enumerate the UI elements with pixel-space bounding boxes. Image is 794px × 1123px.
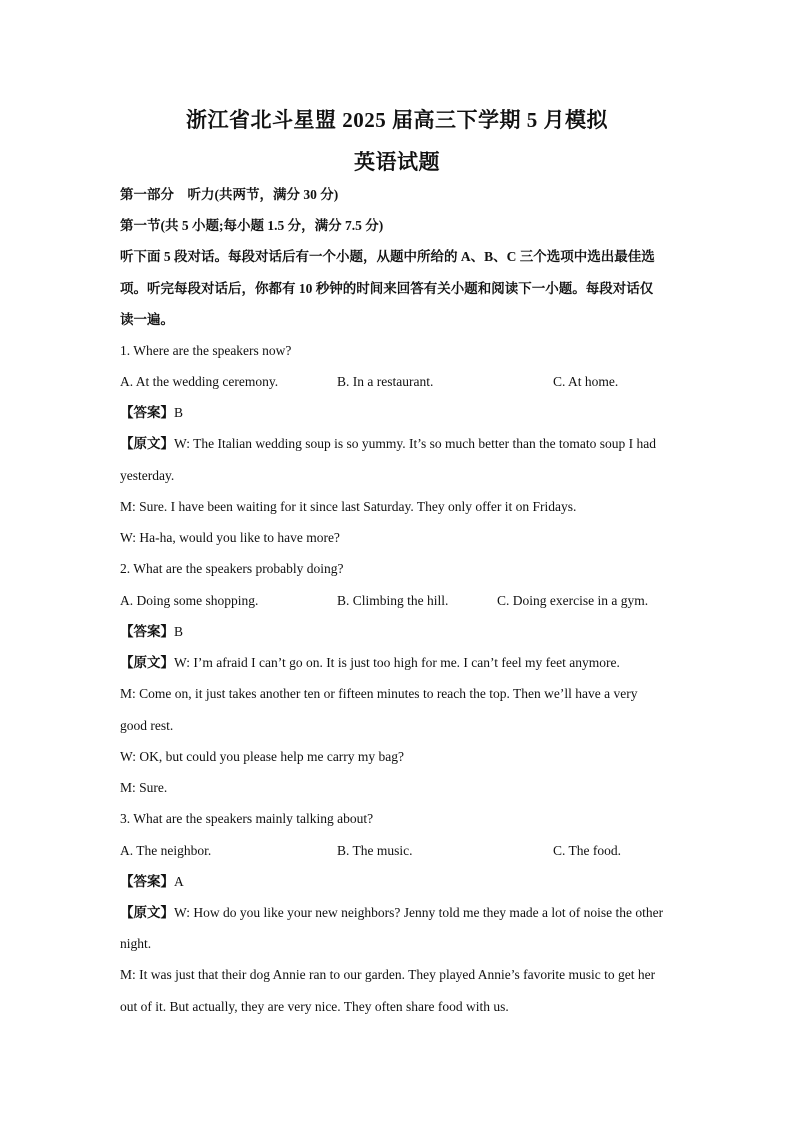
question-1-option-c: C. At home. [553, 374, 619, 389]
question-2-option-c: C. Doing exercise in a gym. [497, 593, 649, 608]
question-1-transcript-line: W: Ha-ha, would you like to have more? [120, 530, 340, 545]
question-2-transcript-line [120, 654, 675, 672]
question-1-transcript-line: yesterday. [120, 468, 175, 483]
answer-value: B [174, 405, 184, 420]
transcript-label: 【原文】 [120, 655, 174, 670]
question-3-transcript-line: M: It was just that their dog Annie ran to our garden. They played Annie’s favorite music to get her [120, 967, 656, 982]
instruction-line-3: 读一遍。 [120, 312, 174, 327]
question-2-transcript-line: M: Sure. [120, 780, 168, 795]
question-1-option-a: A. At the wedding ceremony. [120, 374, 279, 389]
transcript-label: 【原文】 [120, 436, 174, 451]
instruction-line-2: 项。听完每段对话后，你都有 10 秒钟的时间来回答有关小题和阅读下一小题。每段对话仅 [120, 281, 654, 296]
question-1-option-b: B. In a restaurant. [337, 374, 434, 389]
answer-label: 【答案】 [120, 624, 174, 639]
answer-value: B [174, 624, 184, 639]
question-2-answer [120, 623, 675, 641]
question-2-option-a: A. Doing some shopping. [120, 593, 259, 608]
question-3-transcript-line: out of it. But actually, they are very nice. They often share food with us. [120, 999, 509, 1014]
question-1: 1. Where are the speakers now? [120, 343, 292, 358]
question-2-option-b: B. Climbing the hill. [337, 593, 449, 608]
question-3-transcript-line [120, 904, 675, 922]
answer-value: A [174, 874, 184, 889]
question-1-answer [120, 404, 675, 422]
question-2-transcript-line: M: Come on, it just takes another ten or fifteen minutes to reach the top. Then we’ll have a very [120, 686, 638, 701]
question-3-option-c: C. The food. [553, 843, 621, 858]
document-subtitle: 英语试题 [354, 150, 440, 174]
instruction-line-1: 听下面 5 段对话。每段对话后有一个小题，从题中所给的 A、B、C 三个选项中选出最佳选 [120, 249, 655, 264]
question-2-transcript-line: good rest. [120, 718, 174, 733]
question-1-transcript-line: M: Sure. I have been waiting for it since last Saturday. They only offer it on Fridays. [120, 499, 577, 514]
transcript-text: W: I’m afraid I can’t go on. It is just too high for me. I can’t feel my feet anymore. [174, 655, 620, 670]
question-3-answer [120, 873, 675, 891]
question-3-option-a: A. The neighbor. [120, 843, 212, 858]
subsection-heading: 第一节(共 5 小题;每小题 1.5 分，满分 7.5 分) [120, 218, 384, 233]
question-2-transcript-line: W: OK, but could you please help me carry my bag? [120, 749, 405, 764]
question-2: 2. What are the speakers probably doing? [120, 561, 344, 576]
question-3: 3. What are the speakers mainly talking about? [120, 811, 374, 826]
question-3-transcript-line: night. [120, 936, 152, 951]
part-heading: 第一部分 听力(共两节，满分 30 分) [120, 187, 339, 202]
transcript-label: 【原文】 [120, 905, 174, 920]
document-title: 浙江省北斗星盟 2025 届高三下学期 5 月模拟 [186, 108, 608, 132]
transcript-text: W: The Italian wedding soup is so yummy. It’s so much better than the tomato soup I had [174, 436, 657, 451]
answer-label: 【答案】 [120, 874, 174, 889]
answer-label: 【答案】 [120, 405, 174, 420]
question-1-transcript-line [120, 435, 675, 453]
transcript-text: W: How do you like your new neighbors? Jenny told me they made a lot of noise the other [174, 905, 664, 920]
question-3-option-b: B. The music. [337, 843, 413, 858]
